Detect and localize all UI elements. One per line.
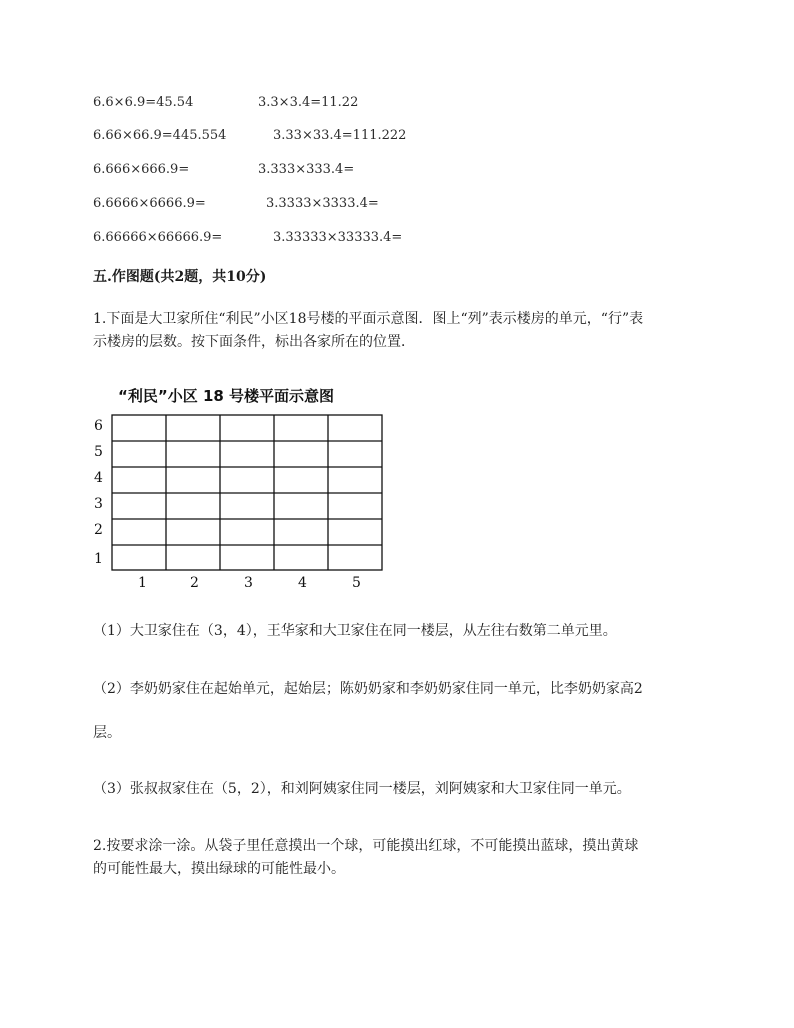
x-axis-labels <box>138 575 361 591</box>
y-label-3: 3 <box>94 496 103 512</box>
equation-1-left: 6.6×6.9=45.54 <box>93 95 194 110</box>
equation-3-left: 6.666×666.9= <box>93 162 190 177</box>
y-label-6: 6 <box>94 418 103 434</box>
section-title: 五.作图题(共2题，共10分) <box>93 269 267 285</box>
sub-question-2-line2: 层。 <box>93 725 121 741</box>
grid-lines <box>112 415 382 570</box>
equation-5-left: 6.66666×66666.9= <box>93 230 223 245</box>
x-label-1: 1 <box>138 575 147 591</box>
x-label-2: 2 <box>190 575 199 591</box>
question1-line1: 1.下面是大卫家所住“利民”小区18号楼的平面示意图．图上“列”表示楼房的单元，“行”表 <box>93 311 644 327</box>
y-label-2: 2 <box>94 522 103 538</box>
sub-question-2-line1: （2）李奶奶家住在起始单元，起始层；陈奶奶家和李奶奶家住同一单元，比李奶奶家高2 <box>93 681 643 697</box>
x-label-5: 5 <box>352 575 361 591</box>
question2-line1: 2.按要求涂一涂。从袋子里任意摸出一个球，可能摸出红球，不可能摸出蓝球，摸出黄球 <box>93 838 639 854</box>
grid-title: “利民”小区 18 号楼平面示意图 <box>118 387 335 405</box>
question1-line2: 示楼房的层数。按下面条件，标出各家所在的位置． <box>93 334 415 350</box>
equation-2-right: 3.33×33.4=111.222 <box>273 128 407 143</box>
equation-4-right: 3.3333×3333.4= <box>266 196 379 211</box>
x-label-3: 3 <box>244 575 253 591</box>
y-axis-labels <box>94 418 103 567</box>
sub-question-1: （1）大卫家住在（3，4），王华家和大卫家住在同一楼层，从左往右数第二单元里。 <box>93 623 617 639</box>
equation-5-right: 3.33333×33333.4= <box>273 230 403 245</box>
y-label-5: 5 <box>94 444 103 460</box>
x-label-4: 4 <box>298 575 307 591</box>
question2-line2: 的可能性最大，摸出绿球的可能性最小。 <box>93 861 345 877</box>
sub-question-3: （3）张叔叔家住在（5，2），和刘阿姨家住同一楼层，刘阿姨家和大卫家住同一单元。 <box>93 781 631 797</box>
equation-2-left: 6.66×66.9=445.554 <box>93 128 227 143</box>
equation-3-right: 3.333×333.4= <box>258 162 355 177</box>
equation-4-left: 6.6666×6666.9= <box>93 196 206 211</box>
equation-1-right: 3.3×3.4=11.22 <box>258 95 359 110</box>
y-label-4: 4 <box>94 470 103 486</box>
y-label-1: 1 <box>94 551 103 567</box>
